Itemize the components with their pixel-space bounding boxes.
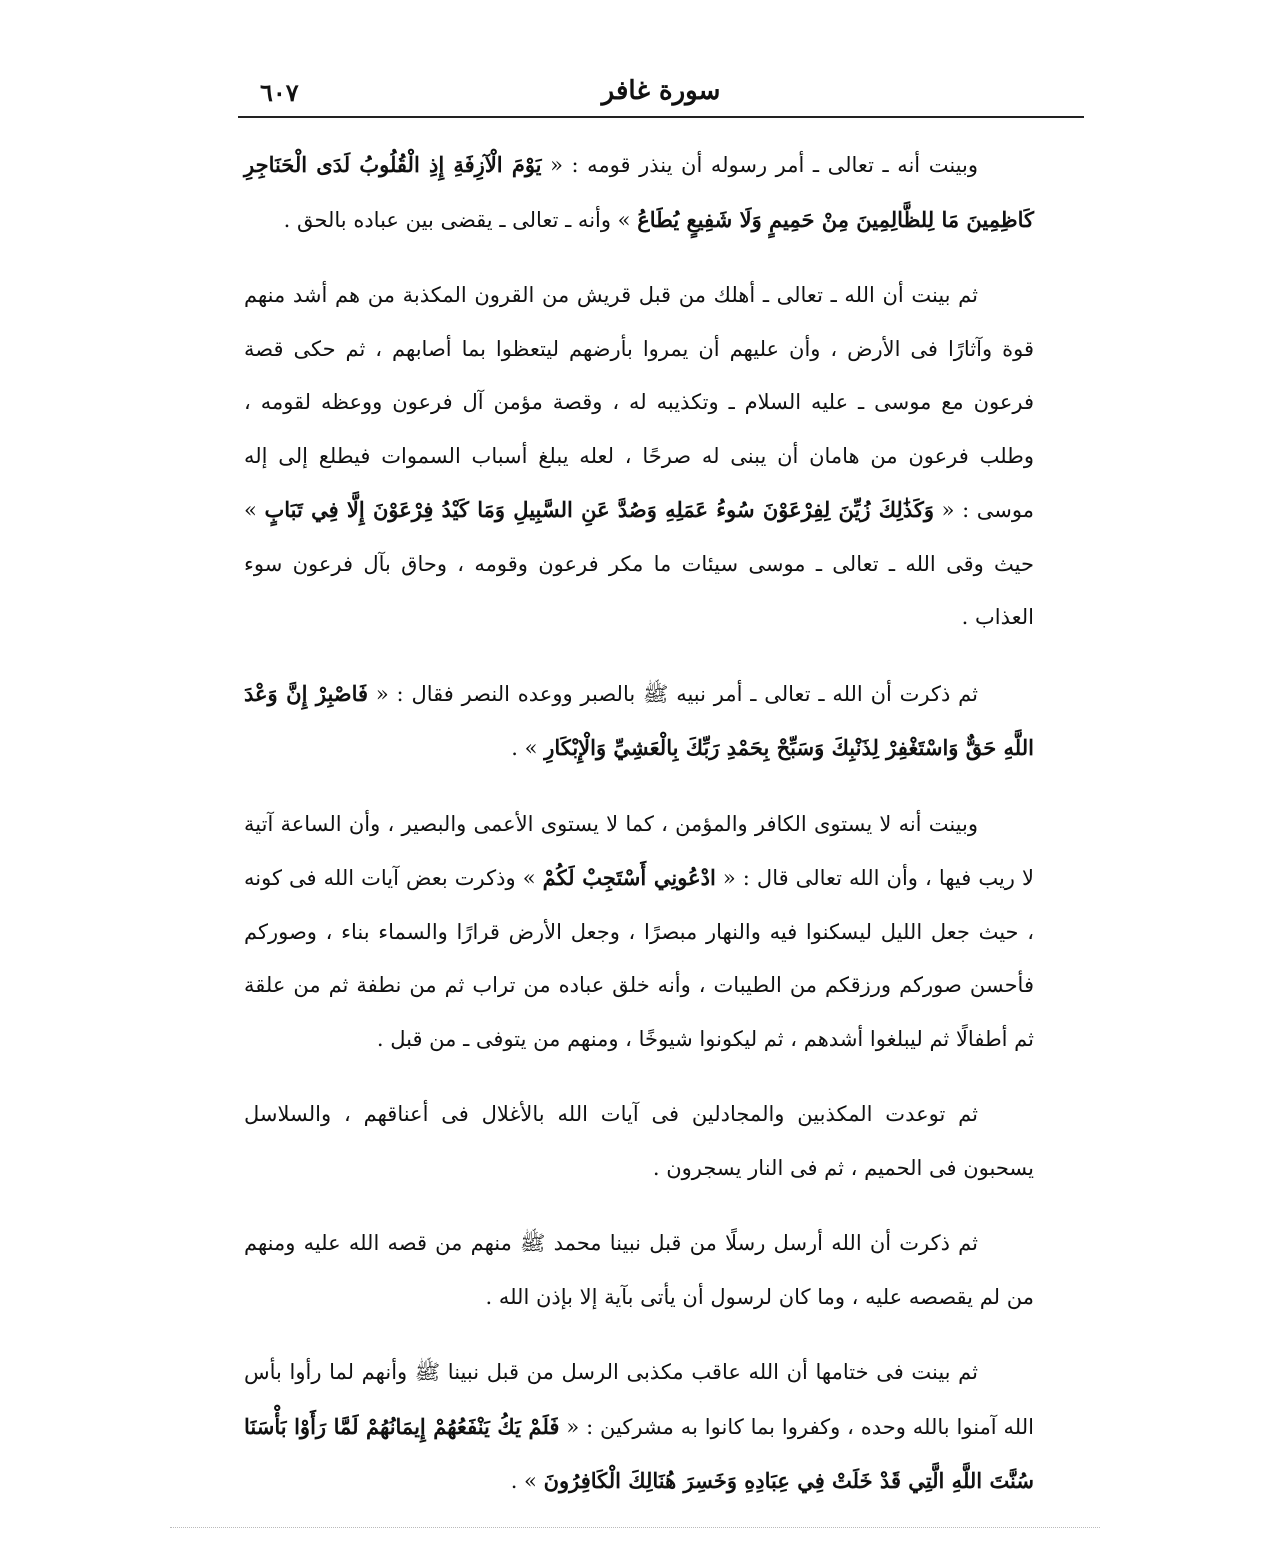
paragraph xyxy=(244,1088,1034,1195)
quran-verse: وَكَذَٰلِكَ زُيِّنَ لِفِرْعَوْنَ سُوءُ عَمَلِهِ وَصُدَّ عَنِ السَّبِيلِ وَمَا كَيْدُ فِرْعَوْنَ إِلَّا فِي تَبَابٍ xyxy=(264,497,934,522)
paragraph-text: » . xyxy=(511,736,538,760)
paragraph xyxy=(244,138,1034,247)
paragraph xyxy=(244,1346,1034,1509)
body-text xyxy=(244,138,1034,1531)
page-number: ٦٠٧ xyxy=(260,78,299,107)
page-header xyxy=(238,72,1084,116)
paragraph xyxy=(244,269,1034,645)
paragraph-text: » حيث وقى الله ـ تعالى ـ موسى سيئات ما مكر فرعون وقومه ، وحاق بآل فرعون سوء العذاب . xyxy=(244,498,1034,629)
header-rule xyxy=(238,116,1084,118)
paragraph xyxy=(244,667,1034,776)
paragraph xyxy=(244,798,1034,1067)
scan-edge-line xyxy=(170,1527,1100,1528)
quran-verse: ادْعُونِي أَسْتَجِبْ لَكُمْ xyxy=(542,865,716,890)
paragraph xyxy=(244,1217,1034,1324)
quran-verse: فَاصْبِرْ إِنَّ وَعْدَ اللَّهِ حَقٌّ وَاسْتَغْفِرْ لِذَنْبِكَ وَسَبِّحْ بِحَمْدِ رَبِّكَ بِالْعَشِيِّ وَالْإِبْكَارِ xyxy=(244,680,1034,760)
running-title: سورة غافر xyxy=(601,76,721,106)
quran-verse: يَوْمَ الْآزِفَةِ إِذِ الْقُلُوبُ لَدَى الْحَنَاجِرِ كَاظِمِينَ مَا لِلظَّالِمِينَ مِنْ حَمِيمٍ وَلَا شَفِيعٍ يُطَاعُ xyxy=(244,152,1034,232)
paragraph-text: » وأنه ـ تعالى ـ يقضى بين عباده بالحق . xyxy=(283,207,631,232)
paragraph-text: وبينت أنه ـ تعالى ـ أمر رسوله أن ينذر قومه : « xyxy=(550,153,978,177)
paragraph-text: وبينت أنه لا يستوى الكافر والمؤمن ، كما لا يستوى الأعمى والبصير ، وأن الساعة آتية لا ريب فيها ، وأن الله تعالى قال : « xyxy=(244,811,1034,890)
paragraph-text: ثم توعدت المكذبين والمجادلين فى آيات الله بالأغلال فى أعناقهم ، والسلاسل يسحبون فى الحميم ، ثم فى النار يسجرون . xyxy=(244,1102,1034,1180)
quran-verse: فَلَمْ يَكُ يَنْفَعُهُمْ إِيمَانُهُمْ لَمَّا رَأَوْا بَأْسَنَا سُنَّتَ اللَّهِ الَّتِي قَدْ خَلَتْ فِي عِبَادِهِ وَخَسِرَ هُنَالِكَ الْكَافِرُونَ xyxy=(244,1413,1034,1493)
paragraph-text: » وذكرت بعض آيات الله فى كونه ، حيث جعل الليل ليسكنوا فيه والنهار مبصرًا ، وجعل الأرض قرارًا والسماء بناء ، وصوركم فأحسن صوركم ورزقكم من الطيبات ، وأنه خلق عباده من تراب ثم من نطفة ثم من علقة ثم أطفالًا ثم ليبلغوا أشدهم ، ثم ليكونوا شيوخًا ، ومنهم من يتوفى ـ من قبل . xyxy=(244,866,1034,1051)
paragraph-text: ثم بينت فى ختامها أن الله عاقب مكذبى الرسل من قبل نبينا ﷺ وأنهم لما رأوا بأس الله آمنوا بالله وحده ، وكفروا بما كانوا به مشركين : « xyxy=(244,1360,1034,1439)
paragraph-text: ثم ذكرت أن الله ـ تعالى ـ أمر نبيه ﷺ بالصبر ووعده النصر فقال : « xyxy=(375,681,979,706)
paragraph-text: ثم ذكرت أن الله أرسل رسلًا من قبل نبينا محمد ﷺ منهم من قصه الله عليه ومنهم من لم يقصصه عليه ، وما كان لرسول أن يأتى بآية إلا بإذن الله . xyxy=(244,1231,1034,1309)
paragraph-text: ثم بينت أن الله ـ تعالى ـ أهلك من قبل قريش من القرون المكذبة من هم أشد منهم قوة وآثارًا فى الأرض ، وأن عليهم أن يمروا بأرضهم ليتعظوا بما أصابهم ، ثم حكى قصة فرعون مع موسى ـ عليه السلام ـ وتكذيبه له ، وقصة مؤمن آل فرعون ووعظه لقومه ، وطلب فرعون من هامان أن يبنى له صرحًا ، لعله يبلغ أسباب السموات فيطلع إلى إله موسى : « xyxy=(244,283,1034,522)
paragraph-text: » . xyxy=(510,1469,537,1493)
